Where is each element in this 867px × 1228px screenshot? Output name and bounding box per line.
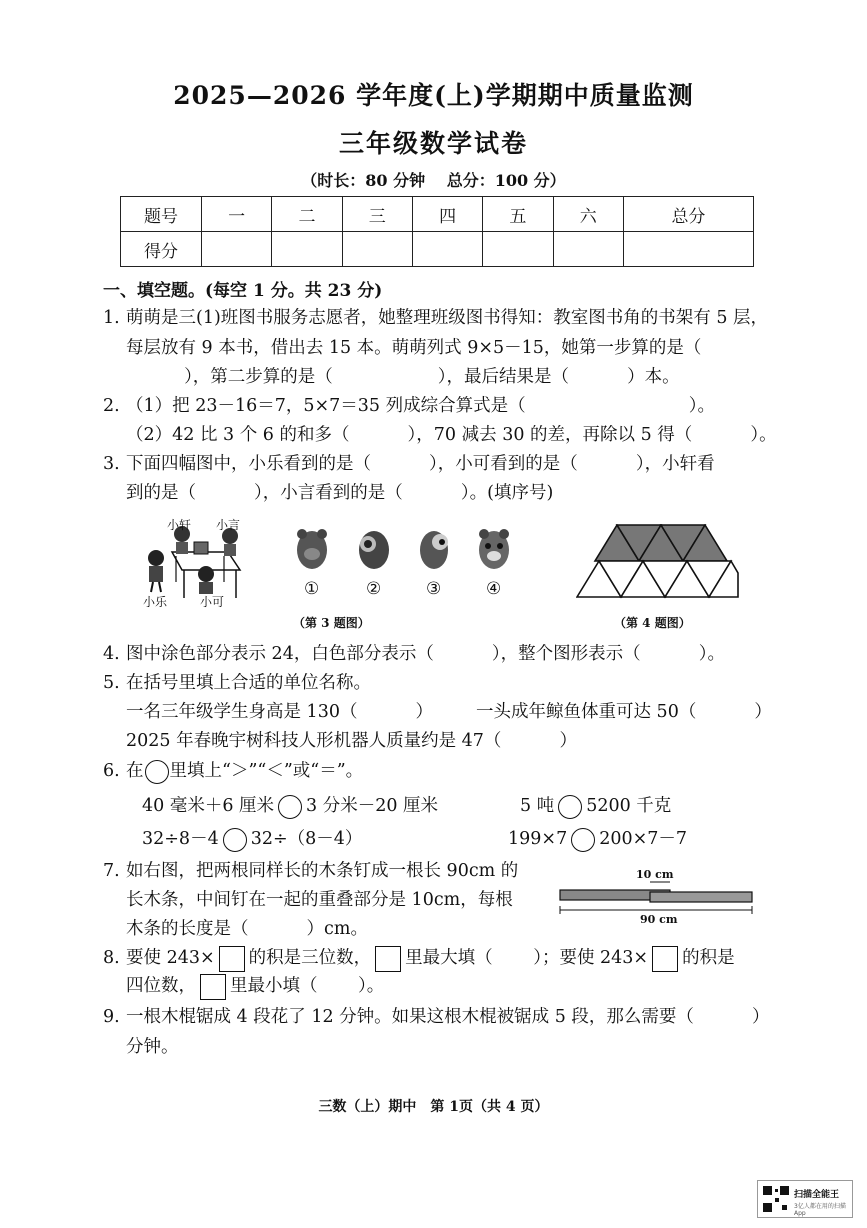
q1-number: 1.: [103, 308, 120, 328]
q8-text-b: 的积是三位数，: [248, 948, 372, 968]
name-xiaole: 小乐: [143, 595, 168, 609]
q6-item-d: [508, 826, 687, 852]
q6-d-left: 199×7: [508, 829, 568, 849]
q6-d-right: 200×7－7: [599, 829, 688, 849]
q7-line1: 如右图，把两根同样长的木条钉成一根长 90cm 的: [126, 861, 519, 881]
qr-code-icon: [762, 1185, 790, 1213]
name-xiaoxuan: 小轩: [167, 518, 192, 532]
view-option-2-picture: [359, 531, 389, 569]
q8-text-f: 里最小填（ ）。: [230, 976, 385, 996]
compare-circle-icon[interactable]: [558, 795, 582, 819]
child-figure: [198, 566, 214, 594]
q5-line2b: 一头成年鲸鱼体重可达 50（ ）: [476, 702, 772, 722]
score-header-cell: 四: [412, 197, 482, 232]
scanner-brand: 扫描全能王: [794, 1190, 840, 1200]
q4-triangle-figure: [576, 524, 740, 600]
q9-line1: 一根木棍锯成 4 段花了 12 分钟。如果这根木棍被锯成 5 段，那么需要（ ）: [126, 1007, 770, 1027]
scanner-sub: 3亿人都在用的扫描App: [794, 1203, 846, 1217]
q9-line2: 分钟。: [126, 1037, 179, 1057]
q4-figure-caption: （第 4 题图）: [614, 616, 691, 630]
score-table-header-row: [121, 197, 754, 232]
score-cell: [412, 232, 482, 267]
wood-strip: [650, 892, 752, 902]
q6-a-right: 3 分米－20 厘米: [306, 796, 439, 816]
q6-b-left: 5 吨: [520, 796, 555, 816]
compare-circle-icon[interactable]: [223, 828, 247, 852]
score-header-cell: 一: [202, 197, 272, 232]
view-option-1-picture: [297, 529, 327, 569]
exam-meta: （时长：80 分钟 总分：100 分）: [301, 171, 566, 190]
score-header-cell: 六: [553, 197, 623, 232]
q6-instr-b: 里填上“＞”“＜”或“＝”。: [169, 761, 364, 781]
exam-subtitle: 三年级数学试卷: [338, 129, 528, 158]
answer-box[interactable]: [375, 946, 401, 972]
q8-text-a: 要使 243×: [126, 948, 215, 968]
q1-line3: ），第二步算的是（ ），最后结果是（ ）本。: [126, 367, 680, 387]
q5-line3: 2025 年春晚宇树科技人形机器人质量约是 47（ ）: [126, 731, 577, 751]
q8-text-d: 的积是: [682, 948, 735, 968]
q6-c-left: 32÷8－4: [142, 829, 219, 849]
name-xiaoke: 小可: [200, 595, 225, 609]
q2-line2: （2）42 比 3 个 6 的和多（ ），70 减去 30 的差，再除以 5 得（ ）。: [126, 425, 777, 445]
score-header-cell: 三: [342, 197, 412, 232]
view-option-4-label: ④: [486, 579, 502, 599]
q6-item-a: [142, 793, 438, 819]
answer-box[interactable]: [219, 946, 245, 972]
scanner-watermark: [757, 1180, 853, 1218]
q3-view-options-figure: [288, 528, 528, 574]
q1-line1: 萌萌是三(1)班图书服务志愿者，她整理班级图书得知：教室图书角的书架有 5 层，: [126, 308, 769, 328]
q8-text-e: 四位数，: [126, 976, 196, 996]
q2-number: 2.: [103, 396, 120, 416]
q5-line1: 在括号里填上合适的单位名称。: [126, 673, 371, 693]
score-header-cell: 二: [272, 197, 342, 232]
score-cell: [623, 232, 753, 267]
q6-c-right: 32÷（8－4）: [250, 829, 363, 849]
compare-circle-icon[interactable]: [571, 828, 595, 852]
compare-circle-icon: [145, 760, 169, 784]
exam-title: 2025—2026 学年度(上)学期期中质量监测: [173, 81, 694, 110]
q6-a-left: 40 毫米＋6 厘米: [142, 796, 275, 816]
answer-box[interactable]: [652, 946, 678, 972]
q6-instr-a: 在: [126, 761, 144, 781]
q4-number: 4.: [103, 644, 120, 664]
q8-line2: [126, 973, 384, 1000]
q7-number: 7.: [103, 861, 120, 881]
score-header-cell: 总分: [623, 197, 753, 232]
score-cell: [272, 232, 342, 267]
compare-circle-icon[interactable]: [278, 795, 302, 819]
q1-line2: 每层放有 9 本书，借出去 15 本。萌萌列式 9×5－15，她第一步算的是（: [126, 338, 702, 358]
score-cell: [342, 232, 412, 267]
score-table-score-row: [121, 232, 754, 267]
score-cell: [202, 232, 272, 267]
score-table: [120, 196, 754, 267]
total-length-label: 90 cm: [640, 913, 678, 926]
q3-line2: 到的是（ ），小言看到的是（ ）。(填序号): [126, 483, 554, 503]
q7-line2: 长木条，中间钉在一起的重叠部分是 10cm，每根: [126, 890, 513, 910]
q8-text-c: 里最大填（ ）；要使 243×: [405, 948, 649, 968]
score-row-label: 得分: [121, 232, 202, 267]
q6-line1: [126, 758, 363, 784]
q8-line1: [126, 945, 735, 972]
q3-line1: 下面四幅图中，小乐看到的是（ ），小可看到的是（ ），小轩看: [126, 454, 715, 474]
page-footer: 三数（上）期中 第 1页（共 4 页）: [318, 1099, 549, 1115]
score-header-cell: 题号: [121, 197, 202, 232]
q2-line1: （1）把 23－16＝7，5×7＝35 列成综合算式是（ ）。: [126, 396, 715, 416]
q6-item-c: [142, 826, 362, 852]
view-option-2-label: ②: [366, 579, 382, 599]
section-1-title: 一、填空题。(每空 1 分。共 23 分): [103, 281, 383, 301]
q9-number: 9.: [103, 1007, 120, 1027]
q5-line2a: 一名三年级学生身高是 130（ ）: [126, 702, 434, 722]
view-option-4-picture: [479, 529, 509, 569]
overlap-label: 10 cm: [636, 868, 674, 881]
score-header-cell: 五: [483, 197, 553, 232]
q5-number: 5.: [103, 673, 120, 693]
q6-number: 6.: [103, 761, 120, 781]
q7-line3: 木条的长度是（ ）cm。: [126, 919, 368, 939]
q3-figure-caption: （第 3 题图）: [293, 616, 370, 630]
child-figure: [148, 550, 164, 592]
q6-item-b: [520, 793, 671, 819]
view-option-3-picture: [420, 531, 448, 569]
q3-number: 3.: [103, 454, 120, 474]
name-xiaoyan: 小言: [216, 518, 241, 532]
q8-number: 8.: [103, 948, 120, 968]
score-cell: [553, 232, 623, 267]
q6-b-right: 5200 千克: [586, 796, 672, 816]
view-option-3-label: ③: [426, 579, 442, 599]
view-option-1-label: ①: [304, 579, 320, 599]
q4-line1: 图中涂色部分表示 24，白色部分表示（ ），整个图形表示（ ）。: [126, 644, 725, 664]
score-cell: [483, 232, 553, 267]
answer-box[interactable]: [200, 974, 226, 1000]
